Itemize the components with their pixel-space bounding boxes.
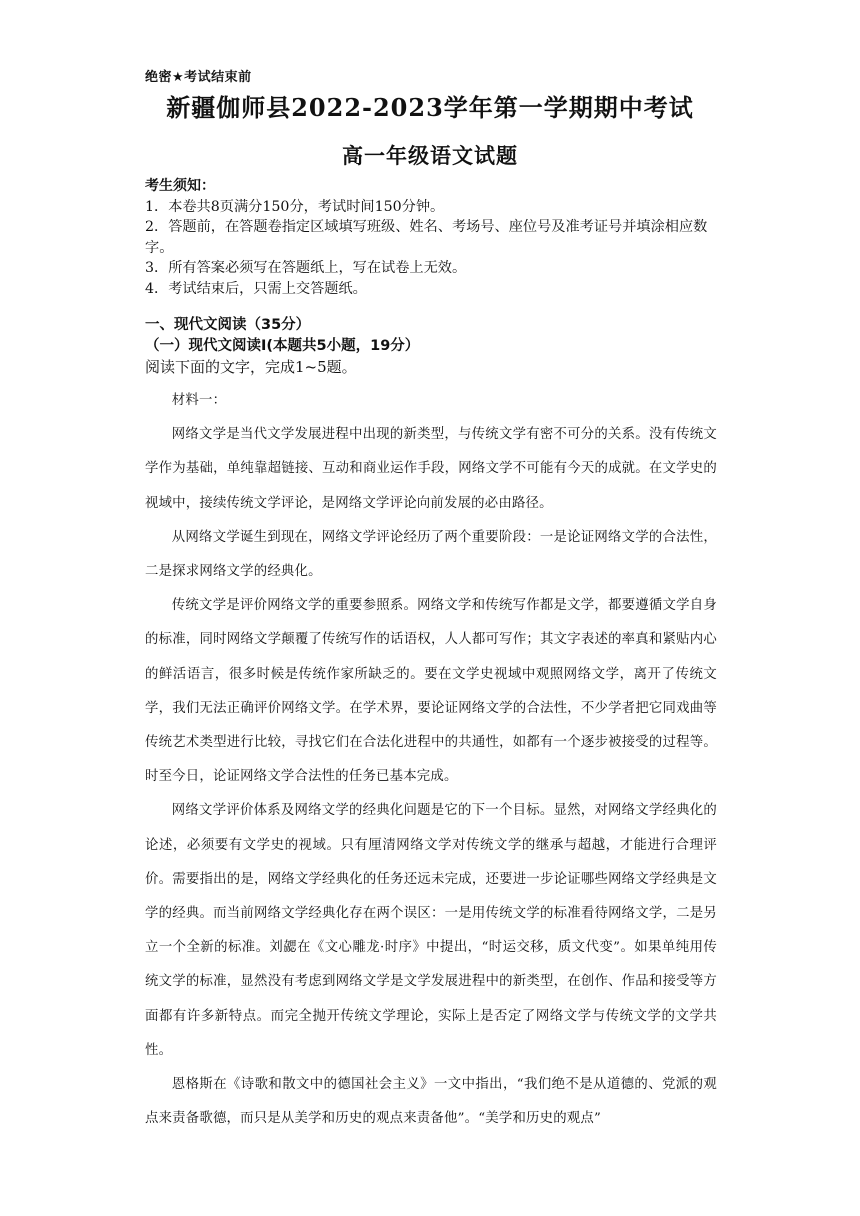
notice-item-4: 4．考试结束后，只需上交答题纸。 — [145, 280, 367, 297]
secret-mark: 绝密★考试结束前 — [145, 70, 252, 85]
paragraph: 网络文学评价体系及网络文学的经典化问题是它的下一个目标。显然，对网络文学经典化的论述，必须要有文学史的视域。只有厘清网络文学对传统文学的继承与超越，才能进行合理评价。需要指出的是，网络文学经典化的任务还远未完成，还要进一步论证哪些网络文学经典是文学的经典。而当前网络文学经典化存在两个误区：一是用传统文学的标准看待网络文学，二是另立一个全新的标准。刘勰在《文心雕龙·时序》中提出，“时运交移，质文代变”。如果单纯用传统文学的标准，显然没有考虑到网络文学是文学发展进程中的新类型，在创作、作品和接受等方面都有许多新特点。而完全抛开传统文学理论，实际上是否定了网络文学与传统文学的文学共性。 — [145, 803, 717, 1058]
paragraph: 传统文学是评价网络文学的重要参照系。网络文学和传统写作都是文学，都要遵循文学自身的标准，同时网络文学颠覆了传统写作的话语权，人人都可写作；其文字表述的率真和紧贴内心的鲜活语言，很多时候是传统作家所缺乏的。要在文学史视域中观照网络文学，离开了传统文学，我们无法正确评价网络文学。在学术界，要论证网络文学的合法性，不少学者把它同戏曲等传统艺术类型进行比较，寻找它们在合法化进程中的共通性，如都有一个逐步被接受的过程等。时至今日，论证网络文学合法性的任务已基本完成。 — [145, 598, 717, 785]
section-heading: 一、现代文阅读（35分） — [145, 317, 311, 333]
notice-item-3: 3．所有答案必须写在答题纸上，写在试卷上无效。 — [145, 260, 467, 276]
material-label: 材料一： — [171, 393, 227, 408]
notice-item-2: 2．答题前，在答题卷指定区域填写班级、姓名、考场号、座位号及准考证号并填涂相应数字。 — [145, 219, 708, 256]
paragraph: 从网络文学诞生到现在，网络文学评论经历了两个重要阶段：一是论证网络文学的合法性，二是探求网络文学的经典化。 — [145, 529, 717, 580]
paragraph: 网络文学是当代文学发展进程中出现的新类型，与传统文学有密不可分的关系。没有传统文学作为基础，单纯靠超链接、互动和商业运作手段，网络文学不可能有今天的成就。在文学史的视域中，接续传统文学评论，是网络文学评论向前发展的必由路径。 — [145, 427, 717, 511]
candidate-notice — [145, 176, 725, 299]
material-text — [145, 384, 717, 1136]
notice-item-1: 1．本卷共8页满分150分，考试时间150分钟。 — [145, 198, 445, 215]
subsection-heading: （一）现代文阅读Ⅰ(本题共5小题，19分） — [145, 338, 420, 354]
exam-title: 新疆伽师县2022-2023学年第一学期期中考试 — [166, 93, 694, 122]
notice-heading: 考生须知： — [145, 178, 215, 194]
paragraph: 恩格斯在《诗歌和散文中的德国社会主义》一文中指出，“我们绝不是从道德的、党派的观点来责备歌德，而只是从美学和历史的观点来责备他”。“美学和历史的观点” — [145, 1077, 717, 1127]
exam-subtitle: 高一年级语文试题 — [342, 143, 518, 168]
reading-instruction: 阅读下面的文字，完成1~5题。 — [145, 358, 357, 376]
